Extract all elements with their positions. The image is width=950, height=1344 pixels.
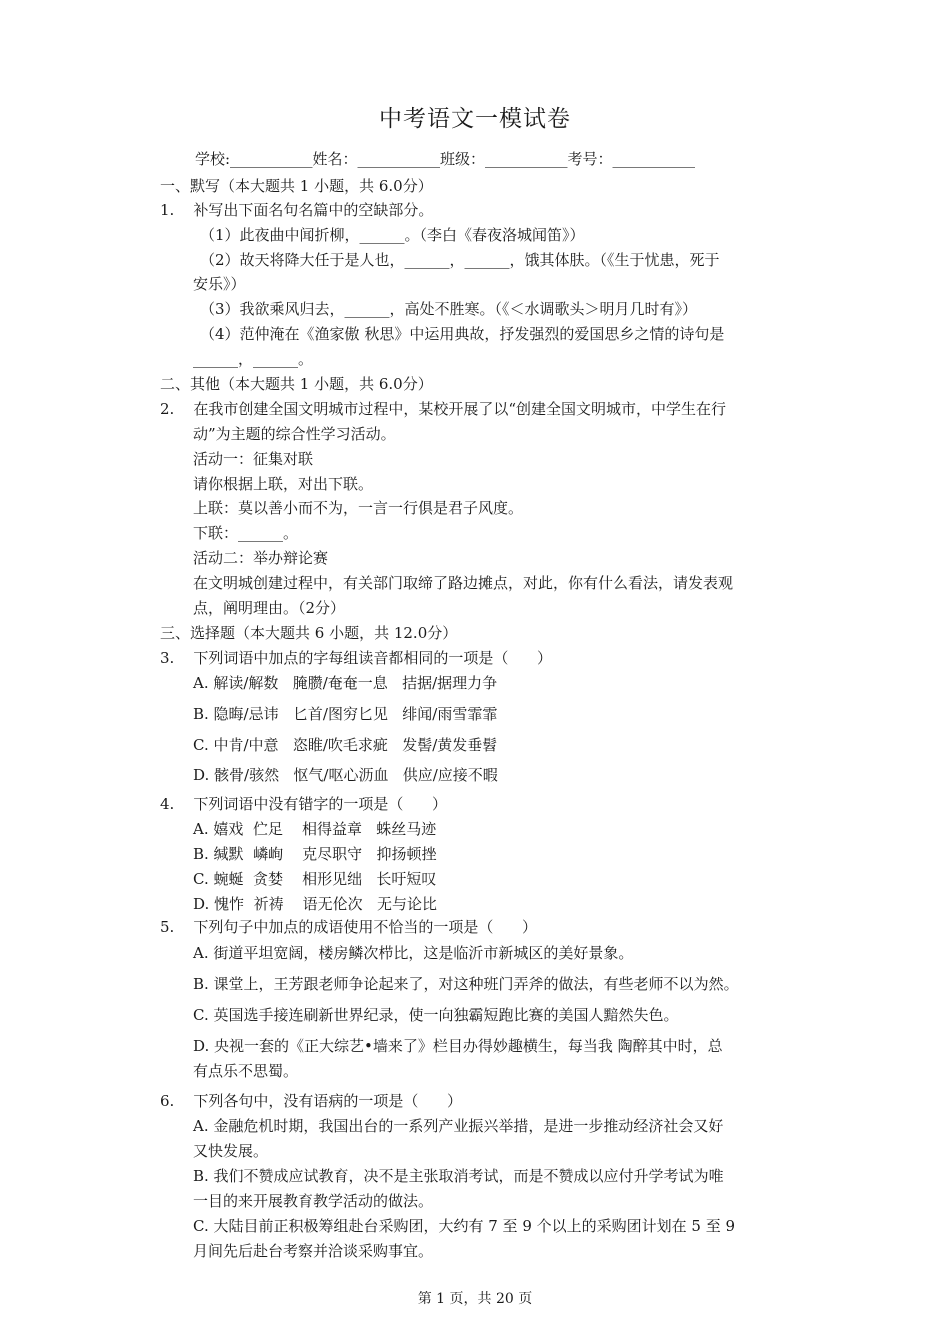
text-line: 点，阐明理由。（2分） xyxy=(193,599,346,617)
text-line: 有点乐不思蜀。 xyxy=(193,1062,299,1080)
question-stem: 4. 下列词语中没有错字的一项是（ ） xyxy=(160,795,447,813)
section-heading: 一、默写（本大题共 1 小题，共 6.0分） xyxy=(160,177,433,195)
student-info-line: 学校:___________姓名：___________班级：___________考号：___________ xyxy=(195,150,696,168)
text-line: 一目的来开展教育教学活动的做法。 xyxy=(193,1192,434,1210)
question-stem: 6. 下列各句中，没有语病的一项是（ ） xyxy=(160,1092,462,1110)
text-line: C. 蜿蜒 贪婪 相形见绌 长吁短叹 xyxy=(193,870,437,888)
text-line: D. 央视一套的《正大综艺•墙来了》栏目办得妙趣横生，每当我 陶醉其中时，总 xyxy=(193,1037,723,1055)
text-line: A. 金融危机时期，我国出台的一系列产业振兴举措，是进一步推动经济社会又好 xyxy=(193,1117,724,1135)
text-line: B. 缄默 嶙峋 克尽职守 抑扬顿挫 xyxy=(193,845,437,863)
text-line: D. 愧怍 祈祷 语无伦次 无与论比 xyxy=(193,895,437,913)
text-line: ______，______。 xyxy=(193,350,314,368)
text-line: （2）故天将降大任于是人也，______，______，饿其体肤。（《生于忧患，死于 xyxy=(200,251,720,269)
text-line: 活动二：举办辩论赛 xyxy=(193,549,329,567)
text-line: 上联：莫以善小而不为，一言一行俱是君子风度。 xyxy=(193,499,524,517)
text-line: B. 我们不赞成应试教育，决不是主张取消考试，而是不赞成以应付升学考试为唯 xyxy=(193,1167,724,1185)
text-line: 请你根据上联，对出下联。 xyxy=(193,475,374,493)
text-line: 安乐》） xyxy=(193,275,246,293)
section-heading: 二、其他（本大题共 1 小题，共 6.0分） xyxy=(160,375,433,393)
text-line: A. 街道平坦宽阔，楼房鳞次栉比，这是临沂市新城区的美好景象。 xyxy=(193,944,634,962)
text-line: （3）我欲乘风归去，______，高处不胜寒。（《＜水调歌头＞明月几时有》） xyxy=(200,300,698,318)
text-line: 动”为主题的综合性学习活动。 xyxy=(193,425,396,443)
text-line: 又快发展。 xyxy=(193,1142,269,1160)
question-stem: 2. 在我市创建全国文明城市过程中，某校开展了以“创建全国文明城市，中学生在行 xyxy=(160,400,727,418)
text-line: C. 英国选手接连刷新世界纪录，使一向独霸短跑比赛的美国人黯然失色。 xyxy=(193,1006,679,1024)
text-line: 活动一：征集对联 xyxy=(193,450,314,468)
text-line: B. 课堂上，王芳跟老师争论起来了，对这种班门弄斧的做法，有些老师不以为然。 xyxy=(193,975,739,993)
text-line: B. 隐晦/忌讳 匕首/图穷匕见 绯闻/雨雪霏霏 xyxy=(193,705,498,723)
text-line: 在文明城创建过程中，有关部门取缔了路边摊点，对此，你有什么看法，请发表观 xyxy=(193,574,734,592)
text-line: C. 中肯/中意 恣睢/吹毛求疵 发髻/黄发垂髫 xyxy=(193,736,498,754)
question-stem: 1. 补写出下面名句名篇中的空缺部分。 xyxy=(160,201,434,219)
question-stem: 3. 下列词语中加点的字每组读音都相同的一项是（ ） xyxy=(160,649,552,667)
text-line: C. 大陆目前正积极筹组赴台采购团，大约有 7 至 9 个以上的采购团计划在 5 至 9 xyxy=(193,1217,736,1235)
question-stem: 5. 下列句子中加点的成语使用不恰当的一项是（ ） xyxy=(160,918,537,936)
text-line: D. 骸骨/骇然 怄气/呕心沥血 供应/应接不暇 xyxy=(193,766,498,784)
text-line: （4）范仲淹在《渔家傲 秋思》中运用典故，抒发强烈的爱国思乡之情的诗句是 xyxy=(200,325,725,343)
text-line: A. 解读/解数 腌臜/奄奄一息 拮据/据理力争 xyxy=(193,674,498,692)
text-line: 月间先后赴台考察并洽谈采购事宜。 xyxy=(193,1242,434,1260)
section-heading: 三、选择题（本大题共 6 小题，共 12.0分） xyxy=(160,624,458,642)
text-line: 下联：______。 xyxy=(193,524,299,542)
text-line: （1）此夜曲中闻折柳，______。（李白《春夜洛城闻笛》） xyxy=(200,226,585,244)
text-line: A. 嬉戏 伫足 相得益章 蛛丝马迹 xyxy=(193,820,437,838)
page-title: 中考语文一模试卷 xyxy=(379,106,571,132)
page-footer: 第 1 页，共 20 页 xyxy=(417,1291,533,1307)
